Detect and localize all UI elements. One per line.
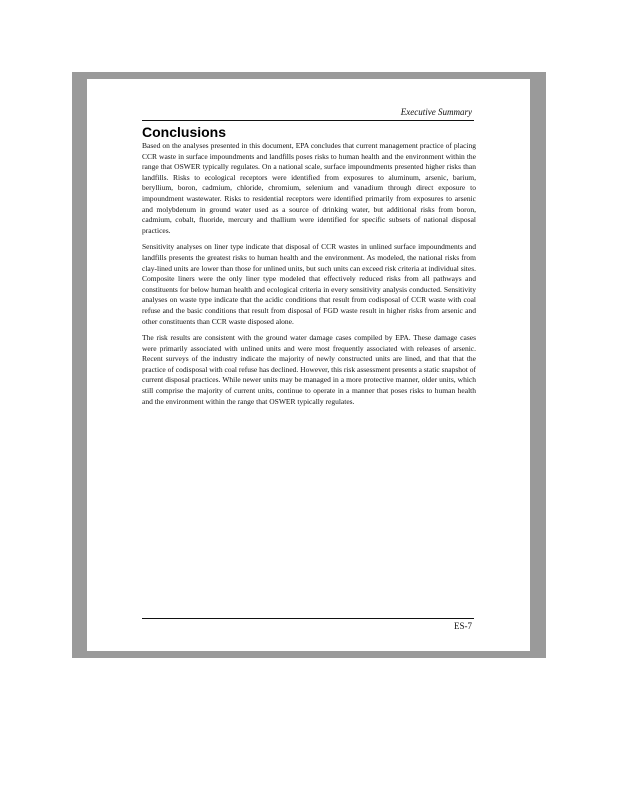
paragraph: Sensitivity analyses on liner type indicate that disposal of CCR wastes in unlined surface impoundments and landfills presents the greatest risks to human health and the environment. As modeled, the national risks from clay-lined units are lower than those for unlined units, but such units can exceed risk criteria at individual sites. Composite liners were the only liner type modeled that effectively reduced risks from all pathways and constituents for below human health and ecological criteria in every sensitivity analysis conducted. Sensitivity analyses on waste type indicate that the acidic conditions that result from codisposal of CCR waste with coal refuse and the basic conditions that result from disposal of FGD waste result in higher risks from arsenic and other constituents than CCR waste disposed alone. xyxy=(142,242,476,326)
page-number: ES-7 xyxy=(454,621,472,631)
document-page xyxy=(87,79,530,651)
running-head: Executive Summary xyxy=(400,107,472,117)
body-text xyxy=(142,141,476,413)
footer-rule xyxy=(142,618,474,619)
header-rule xyxy=(142,120,474,121)
document-viewer xyxy=(72,72,546,658)
section-title: Conclusions xyxy=(142,124,227,140)
paragraph: The risk results are consistent with the ground water damage cases compiled by EPA. These damage cases were primarily associated with unlined units and were most frequently associated with releases of arsenic. Recent surveys of the industry indicate the majority of newly constructed units are lined, and that that the practice of codisposal with coal refuse has declined. However, this risk assessment presents a static snapshot of current disposal practices. While newer units may be managed in a more protective manner, older units, which still comprise the majority of current units, continue to operate in a manner that poses risks to human health and the environment within the range that OSWER typically regulates. xyxy=(142,333,476,406)
paragraph: Based on the analyses presented in this document, EPA concludes that current management practice of placing CCR waste in surface impoundments and landfills poses risks to human health and the environment within the range that OSWER typically regulates. On a national scale, surface impoundments presented higher risks than landfills. Risks to ecological receptors were identified from exposures to aluminum, arsenic, barium, beryllium, boron, cadmium, chloride, chromium, selenium and vanadium through direct exposure to impoundment wastewater. Risks to residential receptors were identified primarily from exposures to arsenic and molybdenum in ground water used as a source of drinking water, but additional risks from boron, cadmium, cobalt, fluoride, mercury and thallium were identified for specific subsets of national disposal practices. xyxy=(142,141,476,235)
